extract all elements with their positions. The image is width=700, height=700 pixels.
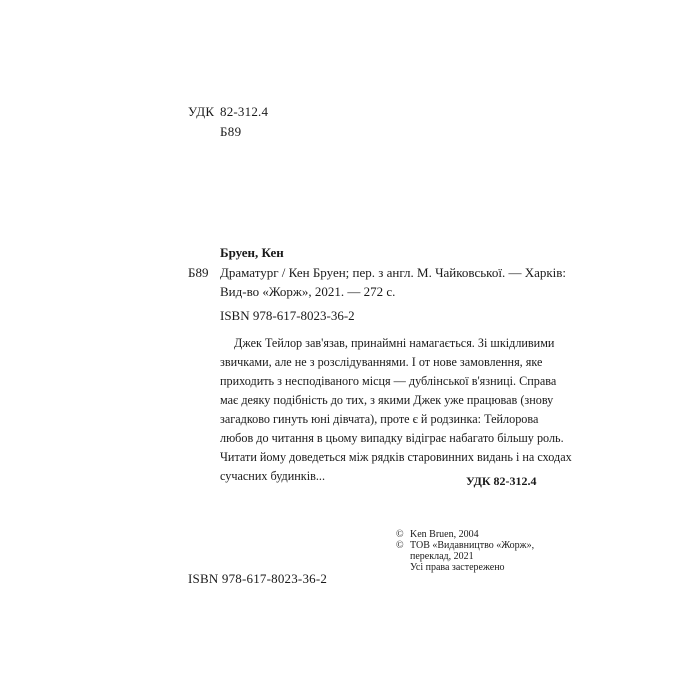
catalog-author-mark: Б89 xyxy=(188,265,209,280)
copyright-symbol: © xyxy=(396,529,404,540)
annotation-line: звичками, але не з розслідуваннями. І от нове замовлення, яке xyxy=(220,355,543,369)
copyright-publisher: ТОВ «Видавництво «Жорж», xyxy=(410,540,535,551)
annotation-line: сучасних будинків... xyxy=(220,469,325,483)
annotation-paragraph xyxy=(220,334,572,486)
copyright-block xyxy=(396,529,534,573)
catalog-description-line2: Вид-во «Жорж», 2021. — 272 с. xyxy=(220,284,396,299)
copyright-rights: Усі права застережено xyxy=(410,562,505,573)
copyright-author: Ken Bruen, 2004 xyxy=(410,529,479,540)
copyright-symbol: © xyxy=(396,540,404,551)
annotation-line: приходить з несподіваного місця — дублінської в'язниці. Справа xyxy=(220,374,557,388)
udk-code: 82-312.4 xyxy=(220,104,269,119)
copyright-translation: переклад, 2021 xyxy=(410,551,474,562)
annotation-line: Читати йому доведеться між рядків старовинних видань і на сходах xyxy=(220,450,572,464)
udk-footer: УДК 82-312.4 xyxy=(466,474,537,488)
annotation-line: має деяку подібність до тих, з якими Джек уже працював (знову xyxy=(220,393,554,407)
isbn-footer: ISBN 978-617-8023-36-2 xyxy=(188,571,328,586)
annotation-line: загадково гинуть юні дівчата), проте є й родзинка: Тейлорова xyxy=(220,412,539,426)
catalog-isbn: ISBN 978-617-8023-36-2 xyxy=(220,308,355,323)
annotation-line: Джек Тейлор зав'язав, принаймні намагається. Зі шкідливими xyxy=(234,336,555,350)
annotation-line: любов до читання в цьому випадку відіграє набагато більшу роль. xyxy=(220,431,564,445)
author-mark: Б89 xyxy=(220,124,242,139)
udk-label: УДК xyxy=(188,104,215,119)
catalog-author-heading: Бруен, Кен xyxy=(220,245,284,260)
catalog-description-line1: Драматург / Кен Бруен; пер. з англ. М. Чайковської. — Харків: xyxy=(220,265,567,280)
